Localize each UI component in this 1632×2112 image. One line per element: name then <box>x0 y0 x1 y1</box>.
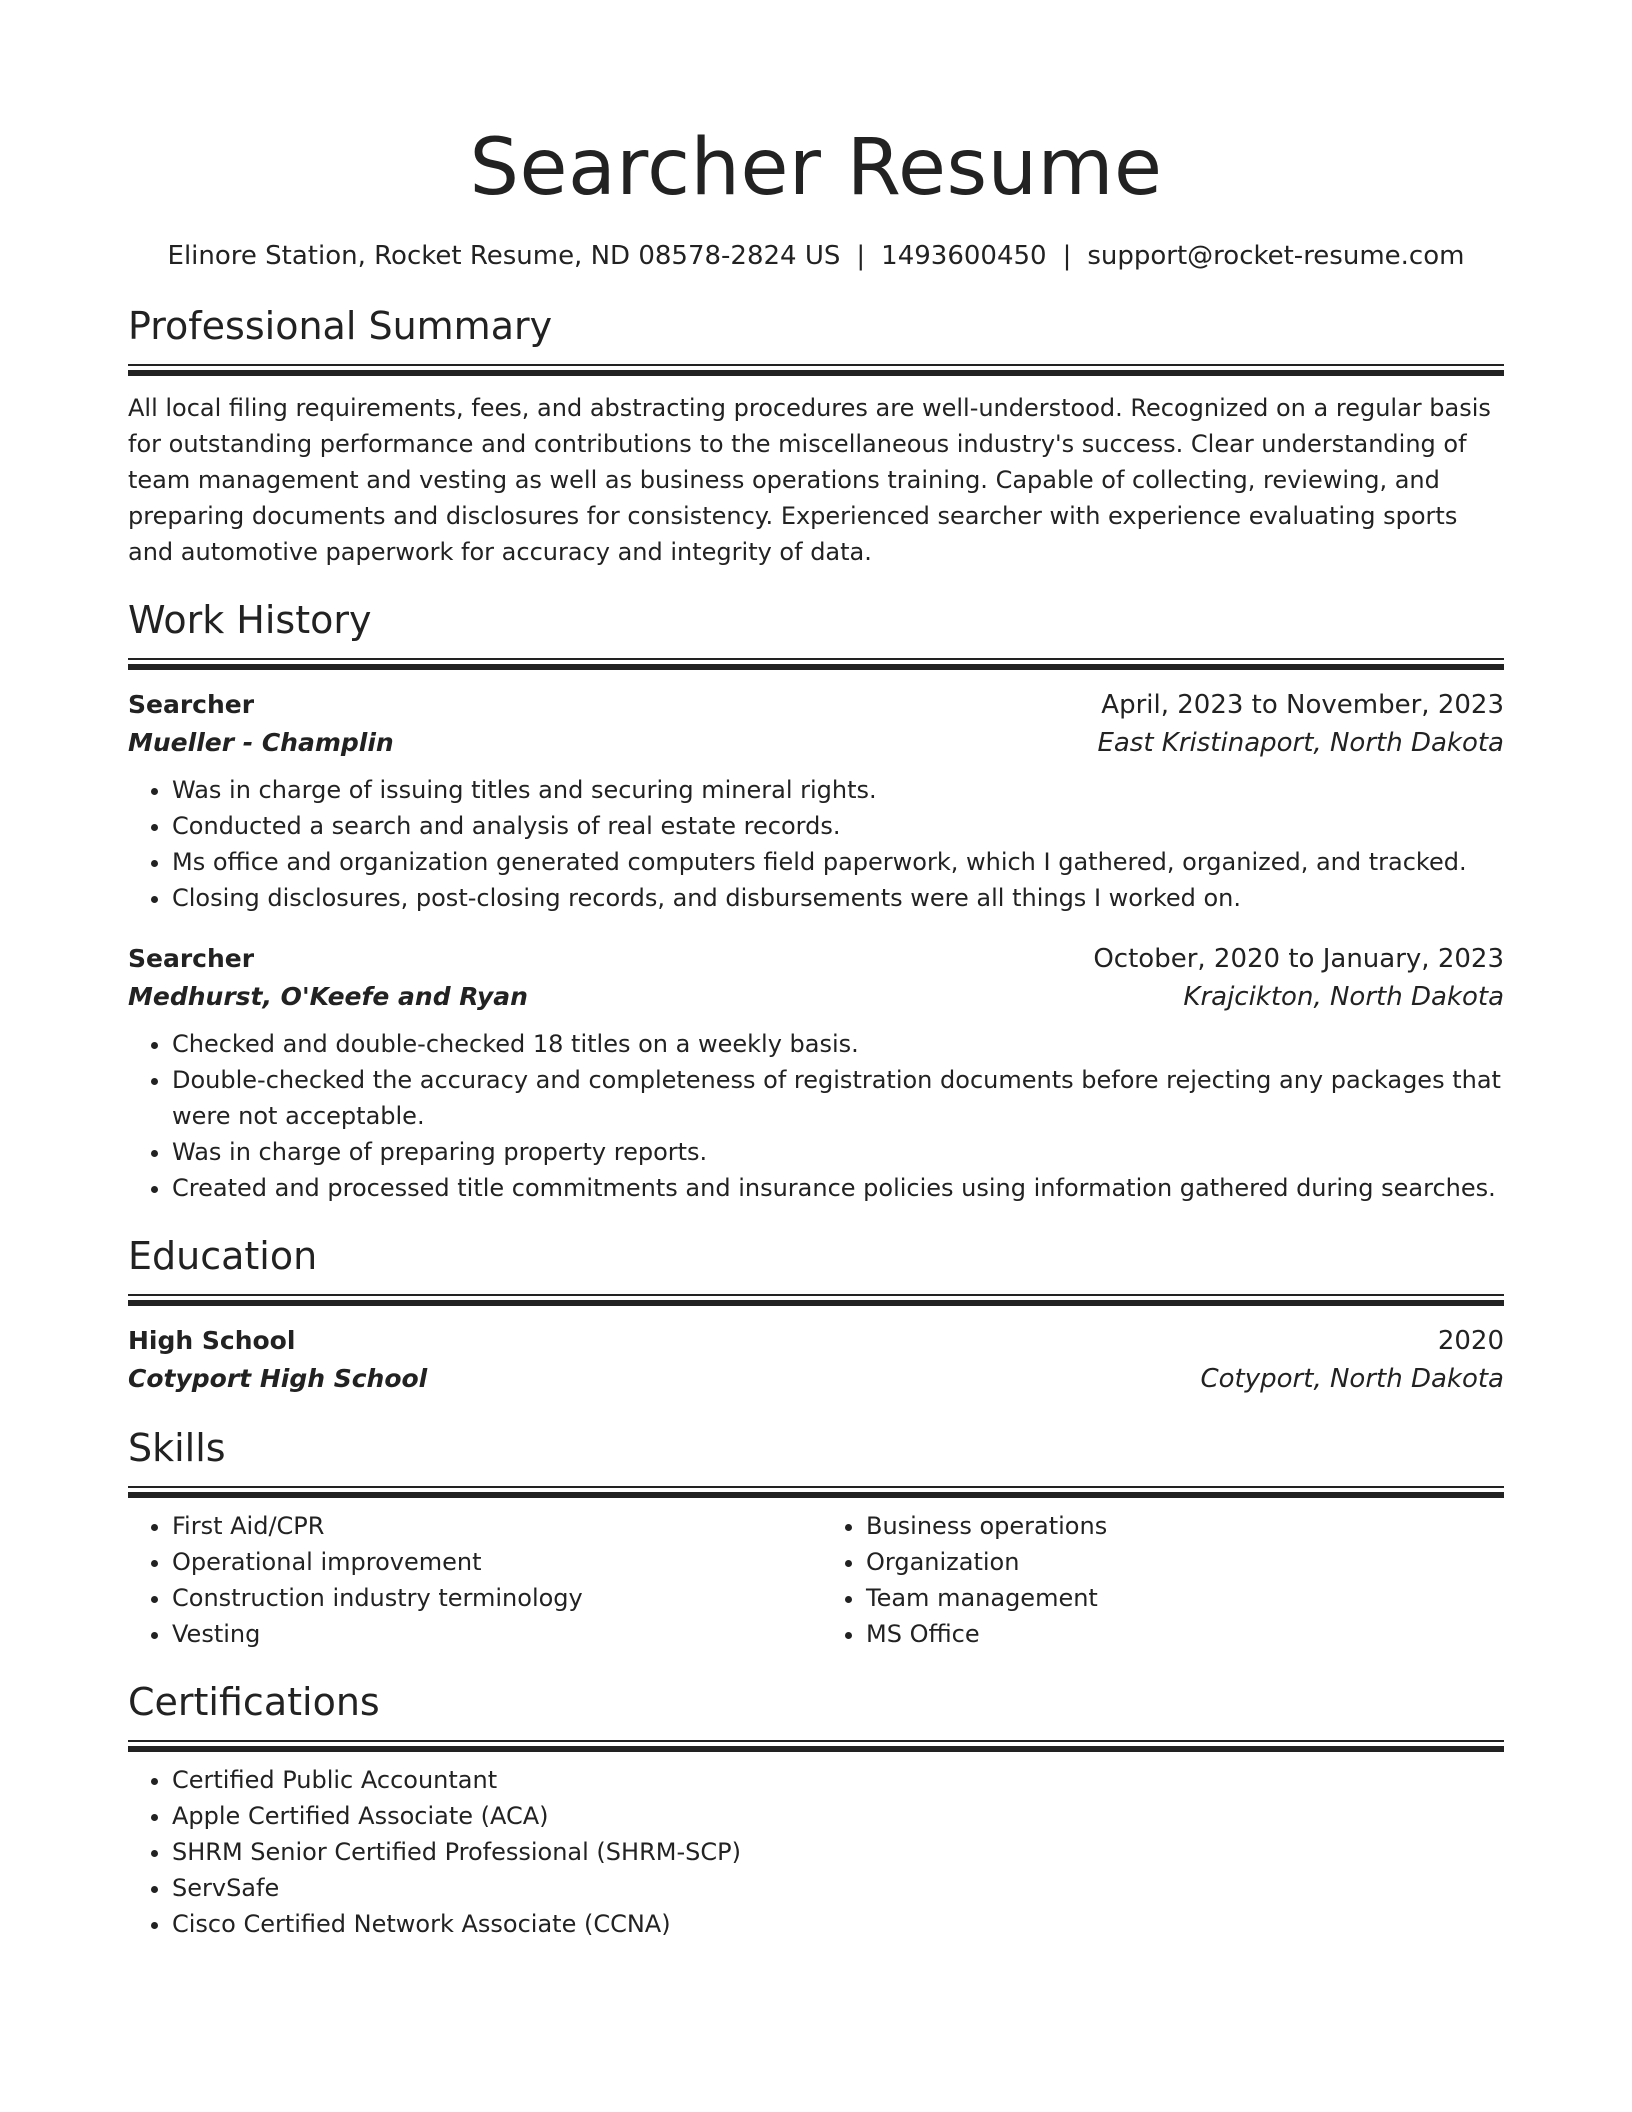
list-item: • Team management <box>866 1580 1504 1616</box>
summary-section <box>128 300 1504 570</box>
list-item: • Apple Certified Associate (ACA) <box>172 1798 1504 1834</box>
job-location: East Kristinaport, North Dakota <box>1097 728 1504 758</box>
list-item: • Cisco Certified Network Associate (CCNA) <box>172 1906 1504 1942</box>
list-item: • Operational improvement <box>172 1544 816 1580</box>
contact-separator: | <box>856 241 866 271</box>
job-duties-list <box>128 1026 1504 1206</box>
job-dates: October, 2020 to January, 2023 <box>1093 944 1504 974</box>
education-school-row <box>128 1360 1504 1398</box>
education-header-row <box>128 1322 1504 1360</box>
list-item: • ServSafe <box>172 1870 1504 1906</box>
list-item: • Was in charge of issuing titles and securing mineral rights. <box>172 772 1504 808</box>
job-header-row <box>128 686 1504 724</box>
education-section <box>128 1230 1504 1398</box>
skills-list-right <box>816 1508 1504 1652</box>
education-degree: High School <box>128 1326 296 1355</box>
list-item: • Double-checked the accuracy and completeness of registration documents before rejecting any packages that were not acceptable. <box>172 1062 1504 1134</box>
list-item: • SHRM Senior Certified Professional (SHRM-SCP) <box>172 1834 1504 1870</box>
list-item: • Certified Public Accountant <box>172 1762 1504 1798</box>
contact-phone: 1493600450 <box>881 241 1047 271</box>
contact-email[interactable]: support@rocket-resume.com <box>1087 241 1465 271</box>
job-entry <box>128 940 1504 1206</box>
section-title-work-history: Work History <box>128 598 372 642</box>
list-item: • Closing disclosures, post-closing records, and disbursements were all things I worked on. <box>172 880 1504 916</box>
certifications-section <box>128 1676 1504 1942</box>
skills-section <box>128 1422 1504 1652</box>
job-company-row <box>128 978 1504 1016</box>
section-title-certifications: Certifications <box>128 1680 380 1724</box>
skills-list-left <box>128 1508 816 1652</box>
list-item: • Organization <box>866 1544 1504 1580</box>
section-divider <box>128 658 1504 670</box>
certifications-list <box>128 1762 1504 1942</box>
job-header-row <box>128 940 1504 978</box>
list-item: • MS Office <box>866 1616 1504 1652</box>
list-item: • First Aid/CPR <box>172 1508 816 1544</box>
job-dates: April, 2023 to November, 2023 <box>1101 690 1504 720</box>
education-location: Cotyport, North Dakota <box>1200 1364 1504 1394</box>
list-item: • Construction industry terminology <box>172 1580 816 1616</box>
skills-columns <box>128 1508 1504 1652</box>
job-company: Mueller - Champlin <box>128 728 394 757</box>
list-item: • Vesting <box>172 1616 816 1652</box>
list-item: • Checked and double-checked 18 titles on a weekly basis. <box>172 1026 1504 1062</box>
contact-separator: | <box>1062 241 1072 271</box>
contact-line <box>128 236 1504 276</box>
job-role: Searcher <box>128 690 255 719</box>
resume-title: Searcher Resume <box>469 123 1163 213</box>
job-company-row <box>128 724 1504 762</box>
section-divider <box>128 1294 1504 1306</box>
list-item: • Ms office and organization generated computers field paperwork, which I gathered, organized, and tracked. <box>172 844 1504 880</box>
section-divider <box>128 364 1504 376</box>
education-year: 2020 <box>1437 1326 1504 1356</box>
resume-page <box>128 118 1504 1942</box>
list-item: • Conducted a search and analysis of real estate records. <box>172 808 1504 844</box>
list-item: • Was in charge of preparing property reports. <box>172 1134 1504 1170</box>
education-entry <box>128 1322 1504 1398</box>
section-divider <box>128 1486 1504 1498</box>
job-company: Medhurst, O'Keefe and Ryan <box>128 982 528 1011</box>
section-title-education: Education <box>128 1234 318 1278</box>
section-title-summary: Professional Summary <box>128 304 553 348</box>
work-history-section <box>128 594 1504 1206</box>
list-item: • Business operations <box>866 1508 1504 1544</box>
contact-address: Elinore Station, Rocket Resume, ND 08578-2824 US <box>167 241 841 271</box>
list-item: • Created and processed title commitments and insurance policies using information gathered during searches. <box>172 1170 1504 1206</box>
job-location: Krajcikton, North Dakota <box>1183 982 1504 1012</box>
job-entry <box>128 686 1504 916</box>
education-school: Cotyport High School <box>128 1364 428 1393</box>
section-divider <box>128 1740 1504 1752</box>
summary-text: All local filing requirements, fees, and abstracting procedures are well-understood. Recognized on a regular basis for outstanding performance and contributions to the miscellaneous industry's success. Clear understanding of team management and vesting as well as business operations training. Capable of collecting, reviewing, and preparing documents and disclosures for consistency. Experienced searcher with experience evaluating sports and automotive paperwork for accuracy and integrity of data. <box>128 394 1491 566</box>
job-duties-list <box>128 772 1504 916</box>
section-title-skills: Skills <box>128 1426 226 1470</box>
job-role: Searcher <box>128 944 255 973</box>
